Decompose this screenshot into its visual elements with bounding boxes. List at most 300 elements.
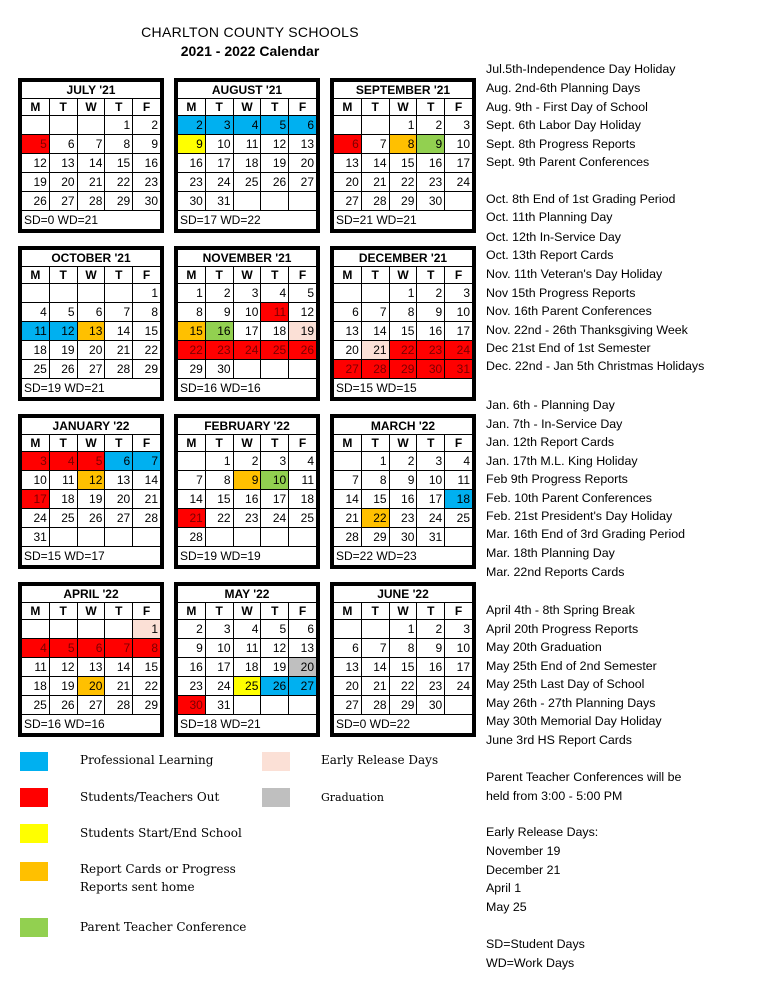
- day-cell: [22, 620, 50, 639]
- note-line: SD=Student Days: [486, 937, 585, 951]
- day-cell: 10: [261, 471, 289, 490]
- day-cell: [334, 116, 362, 135]
- day-cell: 23: [133, 173, 161, 192]
- day-cell: 8: [389, 135, 417, 154]
- day-header: T: [49, 99, 77, 116]
- day-cell: 15: [361, 490, 389, 509]
- day-cell: 18: [233, 154, 261, 173]
- day-header: F: [133, 99, 161, 116]
- day-cell: 29: [133, 696, 161, 715]
- day-cell: 27: [77, 360, 105, 379]
- day-cell: 10: [205, 135, 233, 154]
- day-header: W: [233, 603, 261, 620]
- note-line: May 25th Last Day of School: [486, 677, 645, 691]
- day-cell: [445, 192, 473, 211]
- day-cell: 22: [205, 509, 233, 528]
- day-cell: 19: [49, 341, 77, 360]
- day-cell: 9: [178, 135, 206, 154]
- note-line: April 4th - 8th Spring Break: [486, 603, 635, 617]
- day-cell: 28: [105, 696, 133, 715]
- day-cell: 29: [389, 360, 417, 379]
- day-cell: 10: [445, 135, 473, 154]
- day-cell: 11: [445, 471, 473, 490]
- day-cell: 10: [205, 639, 233, 658]
- note-line: Jul.5th-Independence Day Holiday: [486, 62, 676, 76]
- day-cell: 8: [389, 303, 417, 322]
- day-header: T: [261, 603, 289, 620]
- day-header: T: [49, 435, 77, 452]
- day-header: F: [133, 603, 161, 620]
- day-cell: 14: [334, 490, 362, 509]
- day-cell: 10: [22, 471, 50, 490]
- day-cell: 31: [417, 528, 445, 547]
- day-cell: 17: [261, 490, 289, 509]
- day-cell: 28: [105, 360, 133, 379]
- month-1: [174, 78, 320, 233]
- day-cell: 4: [261, 284, 289, 303]
- month-summary: SD=18 WD=21: [178, 715, 317, 734]
- day-cell: 18: [22, 341, 50, 360]
- day-cell: 22: [361, 509, 389, 528]
- day-cell: 4: [22, 303, 50, 322]
- day-cell: 4: [289, 452, 317, 471]
- day-cell: 21: [361, 341, 389, 360]
- month-4: [174, 246, 320, 401]
- day-cell: 27: [289, 677, 317, 696]
- day-cell: 12: [49, 658, 77, 677]
- day-header: T: [205, 267, 233, 284]
- day-header: W: [389, 99, 417, 116]
- day-header: M: [22, 435, 50, 452]
- day-cell: 14: [77, 154, 105, 173]
- day-cell: 25: [233, 173, 261, 192]
- note-line: Feb 9th Progress Reports: [486, 472, 628, 486]
- day-cell: 24: [445, 677, 473, 696]
- day-header: M: [178, 435, 206, 452]
- day-cell: 24: [233, 341, 261, 360]
- day-cell: 21: [77, 173, 105, 192]
- month-summary: SD=16 WD=16: [178, 379, 317, 398]
- day-cell: 6: [334, 135, 362, 154]
- day-cell: 30: [417, 696, 445, 715]
- day-cell: [205, 528, 233, 547]
- day-cell: [77, 284, 105, 303]
- day-cell: 24: [445, 173, 473, 192]
- day-cell: 12: [261, 639, 289, 658]
- day-cell: 13: [105, 471, 133, 490]
- day-cell: 18: [261, 322, 289, 341]
- note-line: Feb. 10th Parent Conferences: [486, 491, 652, 505]
- day-header: T: [105, 267, 133, 284]
- day-cell: 6: [334, 639, 362, 658]
- legend-swatch: [20, 788, 48, 807]
- month-9: [18, 582, 164, 737]
- day-cell: [361, 620, 389, 639]
- month-name: JANUARY '22: [22, 418, 161, 435]
- day-cell: 16: [417, 658, 445, 677]
- day-cell: 5: [22, 135, 50, 154]
- day-header: T: [261, 99, 289, 116]
- day-header: M: [334, 99, 362, 116]
- day-cell: 22: [133, 341, 161, 360]
- day-cell: 21: [361, 173, 389, 192]
- day-cell: 23: [178, 173, 206, 192]
- day-cell: 11: [49, 471, 77, 490]
- day-cell: 18: [445, 490, 473, 509]
- day-header: T: [417, 99, 445, 116]
- day-cell: 5: [49, 303, 77, 322]
- day-cell: 2: [417, 620, 445, 639]
- day-cell: 5: [49, 639, 77, 658]
- day-cell: 2: [178, 116, 206, 135]
- notes-column: [486, 0, 771, 1000]
- day-header: T: [49, 603, 77, 620]
- day-header: T: [105, 603, 133, 620]
- legend-label: Professional Learning: [80, 753, 214, 767]
- day-cell: [77, 528, 105, 547]
- legend-swatch: [20, 918, 48, 937]
- day-cell: [105, 620, 133, 639]
- day-cell: 22: [389, 677, 417, 696]
- day-cell: 19: [22, 173, 50, 192]
- day-header: T: [105, 435, 133, 452]
- legend-swatch: [262, 752, 290, 771]
- day-cell: 26: [49, 696, 77, 715]
- note-line: Aug. 2nd-6th Planning Days: [486, 81, 641, 95]
- day-cell: 14: [361, 154, 389, 173]
- day-cell: 29: [133, 360, 161, 379]
- note-line: November 19: [486, 844, 561, 858]
- day-cell: 21: [105, 677, 133, 696]
- month-name: APRIL '22: [22, 586, 161, 603]
- day-header: F: [445, 603, 473, 620]
- day-cell: 20: [289, 658, 317, 677]
- day-header: F: [445, 99, 473, 116]
- day-cell: [289, 528, 317, 547]
- day-cell: 20: [77, 677, 105, 696]
- day-cell: 29: [389, 192, 417, 211]
- note-line: May 26th - 27th Planning Days: [486, 696, 656, 710]
- day-cell: 29: [178, 360, 206, 379]
- day-cell: 30: [417, 360, 445, 379]
- day-cell: 25: [22, 360, 50, 379]
- day-cell: 28: [334, 528, 362, 547]
- day-cell: [361, 116, 389, 135]
- day-header: F: [445, 435, 473, 452]
- day-cell: 28: [178, 528, 206, 547]
- day-cell: 8: [133, 303, 161, 322]
- day-cell: 18: [49, 490, 77, 509]
- day-header: T: [105, 99, 133, 116]
- day-cell: 4: [445, 452, 473, 471]
- day-cell: 20: [334, 173, 362, 192]
- day-cell: 3: [205, 620, 233, 639]
- day-cell: 15: [105, 154, 133, 173]
- note-line: Mar. 16th End of 3rd Grading Period: [486, 527, 686, 541]
- day-cell: 1: [389, 284, 417, 303]
- month-name: NOVEMBER '21: [178, 250, 317, 267]
- month-name: MAY '22: [178, 586, 317, 603]
- day-cell: 16: [205, 322, 233, 341]
- day-header: W: [77, 603, 105, 620]
- day-cell: 6: [77, 303, 105, 322]
- legend-swatch: [20, 824, 48, 843]
- legend-label: Students/Teachers Out: [80, 790, 220, 804]
- day-cell: 25: [445, 509, 473, 528]
- day-cell: 27: [105, 509, 133, 528]
- day-cell: 15: [389, 322, 417, 341]
- day-cell: 2: [133, 116, 161, 135]
- day-cell: 30: [205, 360, 233, 379]
- day-cell: 23: [205, 341, 233, 360]
- day-cell: 21: [105, 341, 133, 360]
- day-cell: 7: [361, 135, 389, 154]
- day-cell: 2: [205, 284, 233, 303]
- month-name: JULY '21: [22, 82, 161, 99]
- day-cell: 9: [233, 471, 261, 490]
- day-cell: 25: [49, 509, 77, 528]
- day-cell: [334, 284, 362, 303]
- month-name: MARCH '22: [334, 418, 473, 435]
- day-cell: 1: [205, 452, 233, 471]
- month-summary: SD=0 WD=21: [22, 211, 161, 230]
- note-line: April 20th Progress Reports: [486, 622, 639, 636]
- day-cell: 13: [289, 135, 317, 154]
- day-cell: 15: [205, 490, 233, 509]
- day-cell: 23: [233, 509, 261, 528]
- day-cell: 17: [445, 658, 473, 677]
- day-cell: [233, 528, 261, 547]
- day-cell: 23: [417, 341, 445, 360]
- day-cell: 25: [289, 509, 317, 528]
- day-cell: 7: [105, 303, 133, 322]
- day-cell: [261, 192, 289, 211]
- day-cell: 6: [77, 639, 105, 658]
- day-cell: 20: [334, 341, 362, 360]
- day-cell: [49, 620, 77, 639]
- day-cell: 16: [389, 490, 417, 509]
- note-line: Nov. 16th Parent Conferences: [486, 304, 652, 318]
- day-cell: 20: [289, 154, 317, 173]
- day-cell: [445, 696, 473, 715]
- day-cell: 7: [133, 452, 161, 471]
- day-header: W: [77, 99, 105, 116]
- day-cell: 11: [233, 135, 261, 154]
- note-line: Mar. 22nd Reports Cards: [486, 565, 625, 579]
- month-summary: SD=15 WD=15: [334, 379, 473, 398]
- day-header: T: [417, 603, 445, 620]
- day-cell: 11: [233, 639, 261, 658]
- day-cell: [361, 284, 389, 303]
- day-cell: 15: [389, 154, 417, 173]
- day-cell: 5: [289, 284, 317, 303]
- day-cell: 30: [389, 528, 417, 547]
- day-cell: 18: [233, 658, 261, 677]
- day-cell: 2: [233, 452, 261, 471]
- month-11: [330, 582, 476, 737]
- day-cell: [289, 360, 317, 379]
- day-cell: 10: [445, 639, 473, 658]
- day-cell: [133, 528, 161, 547]
- day-header: F: [289, 99, 317, 116]
- note-line: Nov. 22nd - 26th Thanksgiving Week: [486, 323, 688, 337]
- day-cell: 3: [205, 116, 233, 135]
- day-cell: 20: [105, 490, 133, 509]
- note-line: May 25: [486, 900, 527, 914]
- day-cell: 12: [261, 135, 289, 154]
- note-line: Feb. 21st President's Day Holiday: [486, 509, 673, 523]
- day-cell: 29: [361, 528, 389, 547]
- day-cell: 12: [49, 322, 77, 341]
- note-line: Oct. 12th In-Service Day: [486, 230, 621, 244]
- month-summary: SD=17 WD=22: [178, 211, 317, 230]
- day-header: F: [289, 435, 317, 452]
- day-header: M: [334, 603, 362, 620]
- day-header: W: [389, 435, 417, 452]
- note-line: held from 3:00 - 5:00 PM: [486, 789, 623, 803]
- day-header: M: [178, 267, 206, 284]
- day-cell: 13: [334, 154, 362, 173]
- day-cell: 1: [133, 620, 161, 639]
- day-cell: 17: [445, 322, 473, 341]
- month-7: [174, 414, 320, 569]
- day-cell: 7: [77, 135, 105, 154]
- day-cell: 26: [49, 360, 77, 379]
- day-cell: 24: [22, 509, 50, 528]
- month-name: SEPTEMBER '21: [334, 82, 473, 99]
- day-cell: 22: [389, 341, 417, 360]
- legend-label: Report Cards or Progress: [80, 862, 236, 876]
- note-line: May 20th Graduation: [486, 640, 602, 654]
- day-header: W: [233, 267, 261, 284]
- day-cell: 14: [361, 322, 389, 341]
- day-cell: 30: [133, 192, 161, 211]
- day-cell: 10: [445, 303, 473, 322]
- day-cell: 31: [205, 192, 233, 211]
- day-cell: 3: [417, 452, 445, 471]
- day-header: M: [178, 99, 206, 116]
- day-cell: 15: [133, 322, 161, 341]
- day-cell: [289, 696, 317, 715]
- day-cell: 27: [334, 192, 362, 211]
- day-cell: 14: [105, 658, 133, 677]
- day-cell: 6: [334, 303, 362, 322]
- day-header: W: [77, 267, 105, 284]
- day-cell: 8: [178, 303, 206, 322]
- day-cell: 3: [445, 284, 473, 303]
- note-line: Aug. 9th - First Day of School: [486, 100, 648, 114]
- day-cell: 6: [105, 452, 133, 471]
- legend-label: Parent Teacher Conference: [80, 920, 247, 934]
- day-header: T: [417, 435, 445, 452]
- note-line: May 25th End of 2nd Semester: [486, 659, 657, 673]
- day-header: T: [361, 267, 389, 284]
- day-cell: 6: [289, 116, 317, 135]
- day-header: M: [178, 603, 206, 620]
- day-cell: 4: [22, 639, 50, 658]
- legend-label: Graduation: [321, 791, 384, 804]
- day-cell: 7: [361, 303, 389, 322]
- day-cell: 7: [334, 471, 362, 490]
- day-cell: 28: [361, 696, 389, 715]
- day-cell: 17: [417, 490, 445, 509]
- day-cell: 20: [77, 341, 105, 360]
- day-cell: 14: [105, 322, 133, 341]
- day-cell: 13: [334, 322, 362, 341]
- day-cell: 22: [133, 677, 161, 696]
- month-summary: SD=22 WD=23: [334, 547, 473, 566]
- day-cell: 2: [417, 116, 445, 135]
- day-cell: 16: [417, 322, 445, 341]
- day-cell: 27: [289, 173, 317, 192]
- month-summary: SD=21 WD=21: [334, 211, 473, 230]
- day-cell: 19: [77, 490, 105, 509]
- day-cell: 21: [178, 509, 206, 528]
- page-subtitle: 2021 - 2022 Calendar: [180, 43, 320, 59]
- legend-swatch: [262, 788, 290, 807]
- month-summary: SD=19 WD=19: [178, 547, 317, 566]
- day-cell: [233, 360, 261, 379]
- day-cell: 24: [445, 341, 473, 360]
- month-name: DECEMBER '21: [334, 250, 473, 267]
- day-cell: [77, 116, 105, 135]
- day-cell: 10: [233, 303, 261, 322]
- day-cell: 8: [205, 471, 233, 490]
- day-cell: 14: [361, 658, 389, 677]
- day-cell: 11: [22, 658, 50, 677]
- day-header: T: [205, 435, 233, 452]
- day-cell: 2: [178, 620, 206, 639]
- day-header: T: [417, 267, 445, 284]
- day-cell: 17: [205, 154, 233, 173]
- legend-label: Students Start/End School: [80, 826, 242, 840]
- day-cell: 1: [133, 284, 161, 303]
- legend: [0, 740, 480, 1000]
- day-cell: 8: [105, 135, 133, 154]
- day-cell: [233, 696, 261, 715]
- day-cell: 15: [389, 658, 417, 677]
- month-8: [330, 414, 476, 569]
- day-cell: 22: [105, 173, 133, 192]
- day-header: T: [361, 99, 389, 116]
- day-header: T: [205, 603, 233, 620]
- day-cell: 9: [417, 303, 445, 322]
- day-header: F: [445, 267, 473, 284]
- day-cell: 16: [178, 658, 206, 677]
- day-cell: [49, 528, 77, 547]
- day-cell: 25: [22, 696, 50, 715]
- month-10: [174, 582, 320, 737]
- note-line: May 30th Memorial Day Holiday: [486, 714, 662, 728]
- day-cell: 3: [22, 452, 50, 471]
- day-cell: 29: [105, 192, 133, 211]
- note-line: Jan. 12th Report Cards: [486, 435, 615, 449]
- day-cell: 23: [417, 173, 445, 192]
- day-header: W: [233, 435, 261, 452]
- day-cell: 9: [205, 303, 233, 322]
- day-cell: 1: [389, 116, 417, 135]
- day-header: W: [389, 603, 417, 620]
- day-cell: 30: [178, 696, 206, 715]
- day-header: T: [361, 435, 389, 452]
- day-cell: [105, 284, 133, 303]
- day-cell: 8: [361, 471, 389, 490]
- legend-label-line2: Reports sent home: [80, 880, 195, 894]
- day-cell: 6: [49, 135, 77, 154]
- day-cell: 17: [233, 322, 261, 341]
- day-cell: [49, 284, 77, 303]
- day-cell: 22: [389, 173, 417, 192]
